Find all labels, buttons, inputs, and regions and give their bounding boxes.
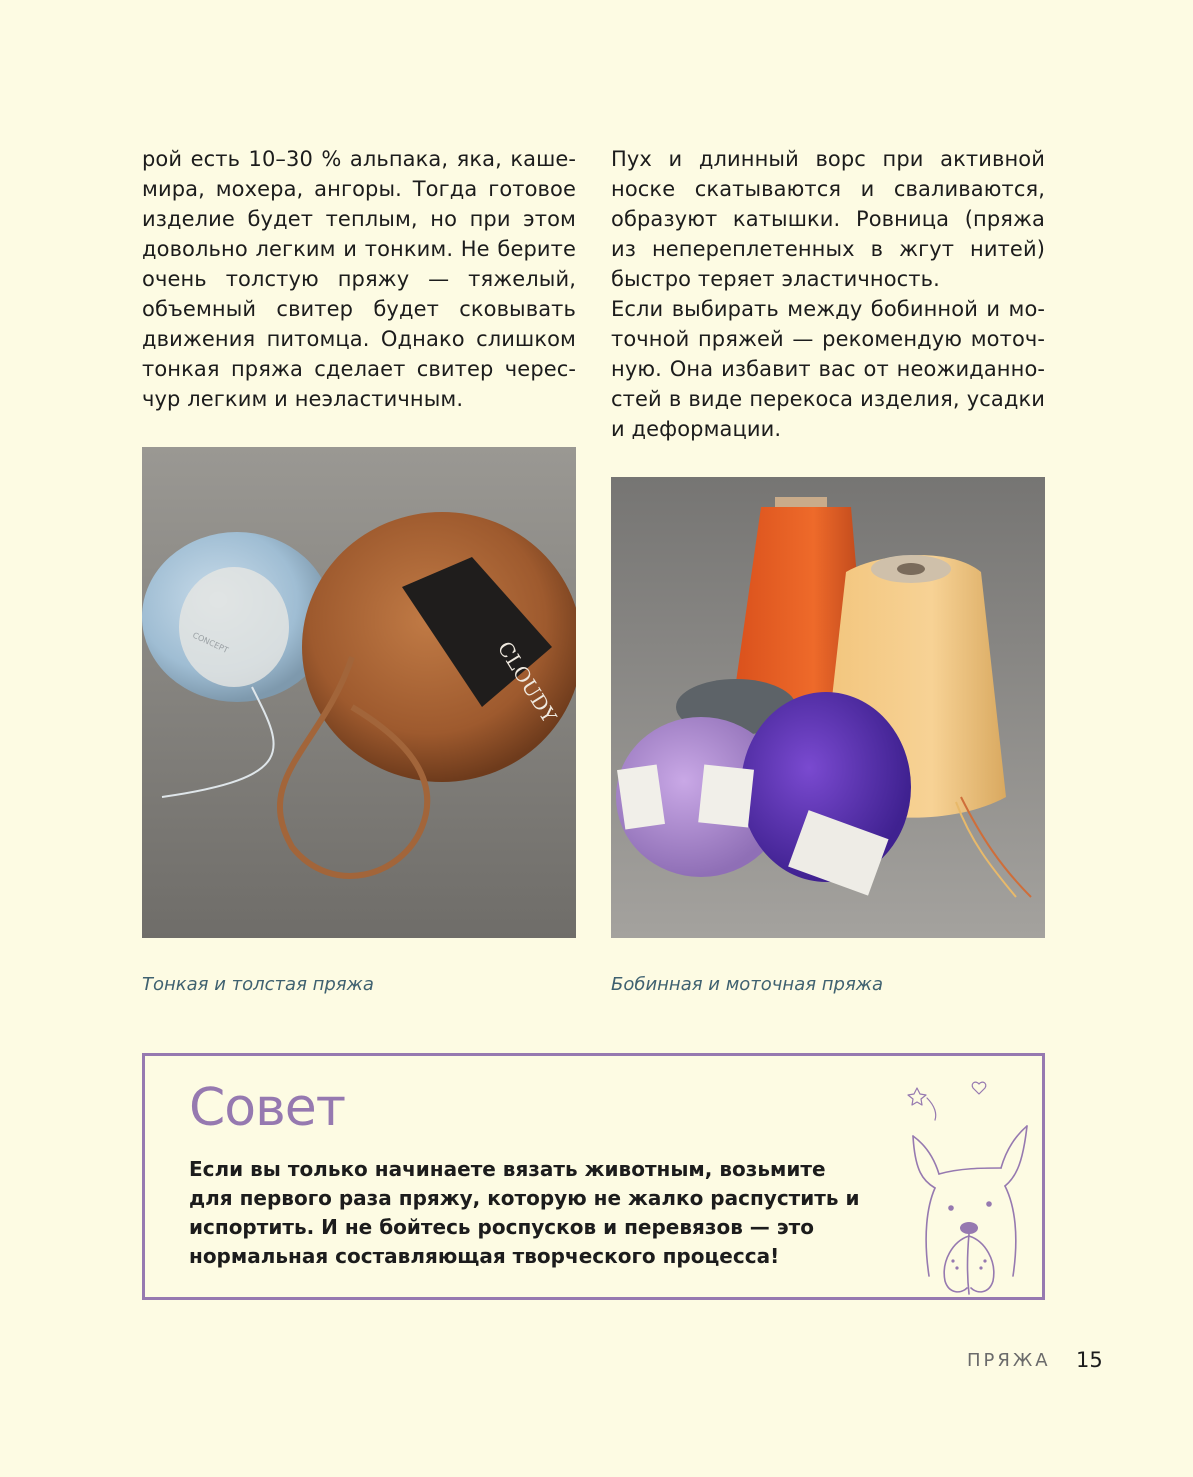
footer-section-name: ПРЯЖА xyxy=(967,1350,1051,1371)
yarn-label-small: CONCEPT xyxy=(191,630,230,655)
left-text-column xyxy=(142,144,576,414)
left-paragraph: рой есть 10–30 % альпака, яка, кашемира, мохера, ангоры. Тогда готовое изделие будет теплым, но при этом довольно легким и тонким. Не берите очень толстую пряжу — тяжелый, объемный свитер будет сковывать движения питомца. Однако слишком тонкая пряжа сделает свитер чересчур легким и неэластичным. xyxy=(142,147,576,411)
right-paragraph-1: Пух и длинный ворс при активной носке скатываются и сваливаются, образуют катышки. Ровница (пряжа из непереплетенных в жгут нитей) быстро теряет эластичность. xyxy=(611,147,1045,291)
right-paragraph-2: Если выбирать между бобинной и моточной пряжей — рекомендую моточную. Она избавит вас от неожиданностей в виде перекоса изделия, усадки и деформации. xyxy=(611,297,1045,441)
right-text-column xyxy=(611,144,1045,444)
page-number: 15 xyxy=(1076,1348,1103,1372)
caption-right: Бобинная и моточная пряжа xyxy=(611,974,884,995)
tip-text: Если вы только начинаете вязать животным, возьмите для первого раза пряжу, которую не жалко распустить и испортить. И не бойтесь роспусков и перевязов — это нормальная составляющая творческого процесса! xyxy=(189,1157,860,1268)
photo-thin-thick-yarn xyxy=(142,447,576,938)
photo-cone-skein-yarn xyxy=(611,477,1045,938)
tip-box xyxy=(142,1053,1045,1300)
caption-left: Тонкая и толстая пряжа xyxy=(142,974,374,995)
tip-title: Совет xyxy=(189,1078,346,1138)
yarn-label-brand: CLOUDY xyxy=(492,636,562,727)
dog-illustration-icon xyxy=(905,1076,1035,1296)
